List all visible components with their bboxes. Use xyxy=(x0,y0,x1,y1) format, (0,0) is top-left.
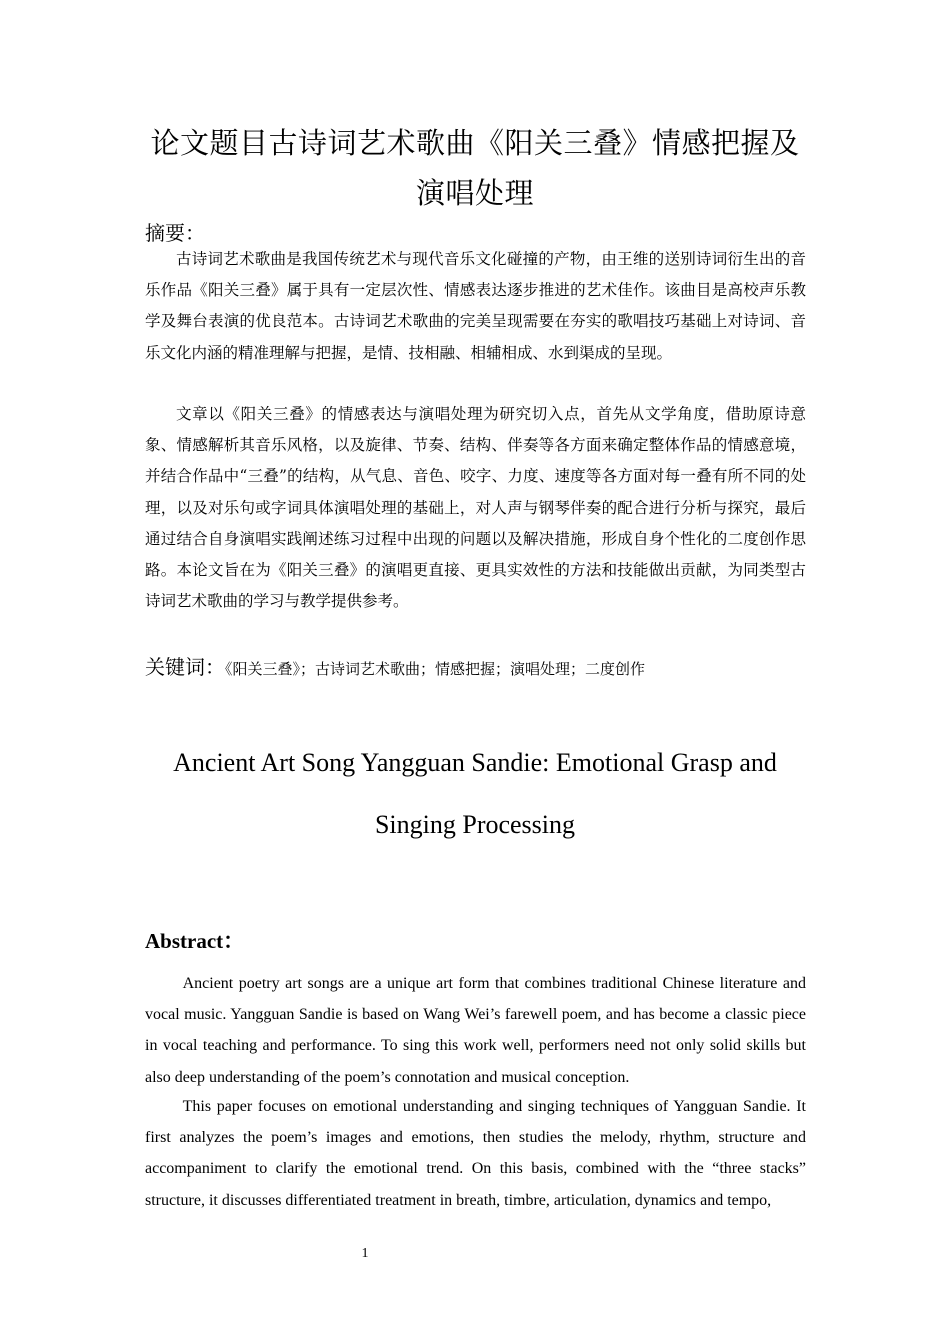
paragraph-text: 文章以《阳关三叠》的情感表达与演唱处理为研究切入点，首先从文学角度，借助原诗意象、情感解析其音乐风格，以及旋律、节奏、结构、伴奏等各方面来确定整体作品的情感意境，并结合作品中“三叠”的结构，从气息、音色、咬字、力度、速度等各方面对每一叠有所不同的处理，以及对乐句或字词具体演唱处理的基础上，对人声与钢琴伴奏的配合进行分析与探究，最后通过结合自身演唱实践阐述练习过程中出现的问题以及解决措施，形成自身个性化的二度创作思路。本论文旨在为《阳关三叠》的演唱更直接、更具实效性的方法和技能做出贡献，为同类型古诗词艺术歌曲的学习与教学提供参考。 xyxy=(145,405,806,611)
chinese-abstract-paragraph-2 xyxy=(145,399,806,617)
page-number: 1 xyxy=(361,1246,369,1261)
keywords-text: 《阳关三叠》；古诗词艺术歌曲；情感把握；演唱处理；二度创作 xyxy=(225,660,646,678)
chinese-abstract-paragraph-1 xyxy=(145,244,806,369)
paragraph-text: This paper focuses on emotional understanding and singing techniques of Yangguan Sandie. It first analyzes the poem’s images and emotions, then studies the melody, rhythm, structure and accompaniment to clarify the emotional trend. On this basis, combined with the “three stacks” structure, it discusses differentiated treatment in breath, timbre, articulation, dynamics and tempo, xyxy=(145,1098,806,1209)
english-title-line-1: Ancient Art Song Yangguan Sandie: Emotional Grasp and xyxy=(173,748,777,777)
chinese-title: 论文题目古诗词艺术歌曲《阳关三叠》情感把握及演唱处理 xyxy=(150,126,800,210)
paragraph-text: 古诗词艺术歌曲是我国传统艺术与现代音乐文化碰撞的产物，由王维的送别诗词衍生出的音乐作品《阳关三叠》属于具有一定层次性、情感表达逐步推进的艺术佳作。该曲目是高校声乐教学及舞台表演的优良范本。古诗词艺术歌曲的完美呈现需要在夯实的歌唱技巧基础上对诗词、音乐文化内涵的精准理解与把握，是情、技相融、相辅相成、水到渠成的呈现。 xyxy=(145,250,806,362)
english-title-line-2: Singing Processing xyxy=(374,810,576,839)
english-title xyxy=(140,732,810,856)
english-abstract-paragraph-1 xyxy=(145,968,806,1093)
paragraph-text: Ancient poetry art songs are a unique art form that combines traditional Chinese literature and vocal music. Yangguan Sandie is based on Wang Wei’s farewell poem, and has become a classic piece in vocal teaching and performance. To sing this work well, performers need not only solid skills but also deep understanding of the poem’s connotation and musical conception. xyxy=(145,975,806,1086)
chinese-abstract-label: 摘要： xyxy=(145,221,205,245)
chinese-keywords xyxy=(145,651,806,680)
keywords-label: 关键词： xyxy=(145,655,225,679)
english-abstract-paragraph-2 xyxy=(145,1091,806,1215)
english-abstract-label: Abstract： xyxy=(145,929,245,953)
